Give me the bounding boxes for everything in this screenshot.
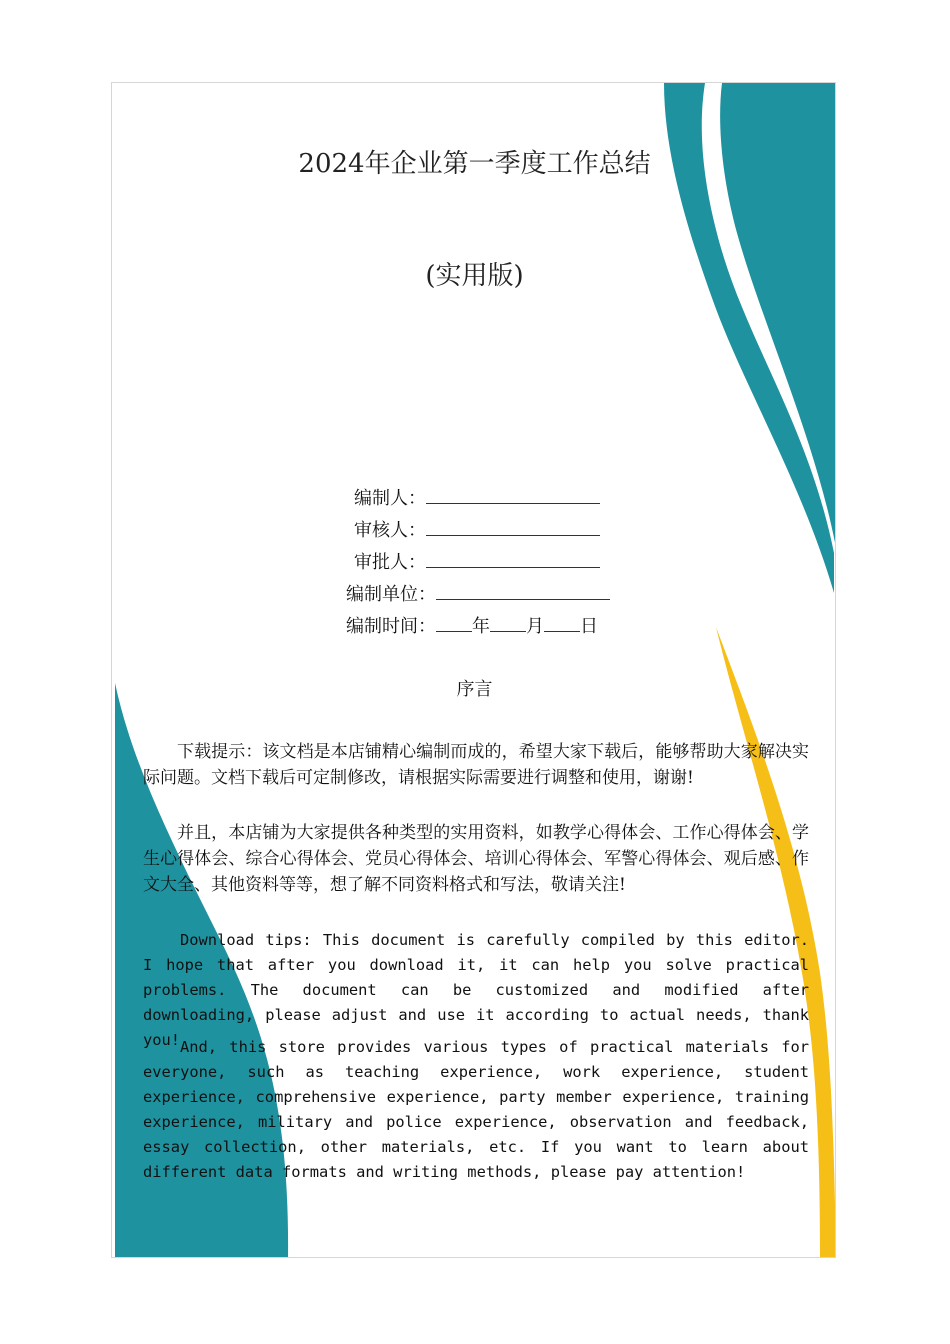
paragraph-en-1: Download tips: This document is carefully compiled by this editor. I hope that after you download it, it can help you solve practical problems. The document can be customized and modified after downloading, please adjust and use it according to actual needs, thank you! <box>143 931 809 1049</box>
document-subtitle: (实用版) <box>425 261 524 291</box>
form-label: 审核人： <box>354 520 426 541</box>
form-row-unit <box>322 579 610 611</box>
form-row-date <box>322 611 610 643</box>
document-page <box>111 82 836 1258</box>
paragraph-cn-2: 并且，本店铺为大家提供各种类型的实用资料，如教学心得体会、工作心得体会、学生心得体会、综合心得体会、党员心得体会、培训心得体会、军警心得体会、观后感、作文大全、其他资料等等，想了解不同资料格式和写法，敬请关注! <box>143 823 809 895</box>
form-label: 编制时间： <box>346 616 436 637</box>
sign-off-form <box>322 483 610 643</box>
preface-heading: 序言 <box>456 679 493 700</box>
blank-line <box>426 519 600 536</box>
year-label: 年 <box>472 616 490 637</box>
day-label: 日 <box>580 616 598 637</box>
form-label: 编制单位： <box>346 584 436 605</box>
blank-line <box>436 583 610 600</box>
form-label: 审批人： <box>354 552 426 573</box>
paragraph-en-2: And, this store provides various types of practical materials for everyone, such as teaching experience, work experience, student experience, comprehensive experience, party member experience, training experience, military and police experience, observation and feedback, essay collection, other materials, etc. If you want to learn about different data formats and writing methods, please pay attention! <box>143 1038 809 1181</box>
paragraph-cn-1: 下载提示：该文档是本店铺精心编制而成的，希望大家下载后，能够帮助大家解决实际问题。文档下载后可定制修改，请根据实际需要进行调整和使用，谢谢! <box>143 742 809 788</box>
form-row-reviewer <box>322 515 610 547</box>
blank-line <box>544 615 580 632</box>
blank-line <box>490 615 526 632</box>
blank-line <box>436 615 472 632</box>
form-row-approver <box>322 547 610 579</box>
form-label: 编制人： <box>354 488 426 509</box>
document-title: 2024年企业第一季度工作总结 <box>298 149 651 179</box>
blank-line <box>426 487 600 504</box>
month-label: 月 <box>526 616 544 637</box>
form-row-compiler <box>322 483 610 515</box>
blank-line <box>426 551 600 568</box>
